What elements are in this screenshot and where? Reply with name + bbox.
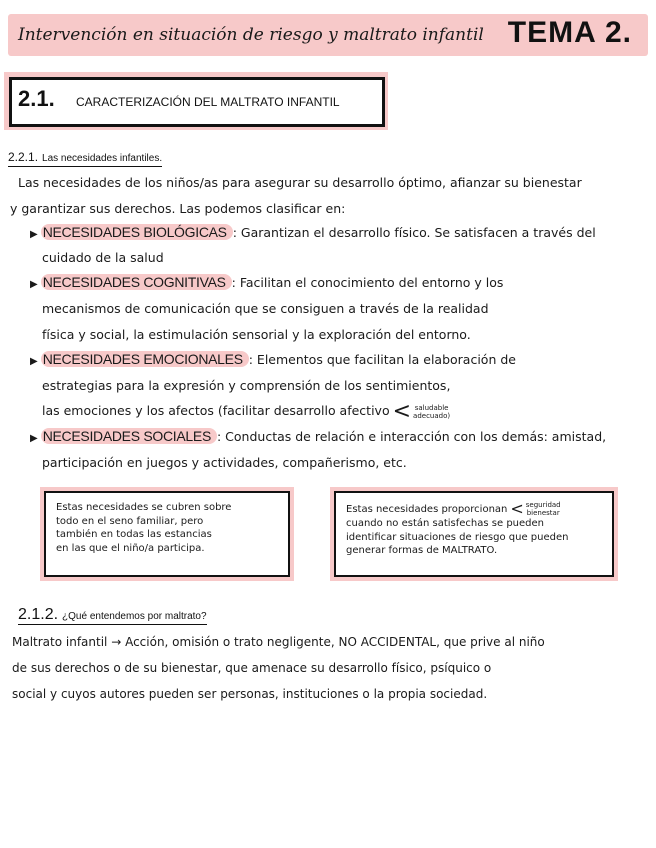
- subsection-number: 2.2.1.: [8, 150, 39, 164]
- note-box-highlight: [40, 487, 294, 581]
- note-box-risk: [334, 491, 614, 577]
- note-box-family: [44, 491, 290, 577]
- need-description-line: cuidado de la salud: [42, 250, 164, 265]
- need-item-emocionales: [30, 347, 516, 375]
- section-title: CARACTERIZACIÓN DEL MALTRATO INFANTIL: [76, 95, 340, 109]
- need-description: : Conductas de relación e interacción con los demás: amistad,: [216, 429, 607, 444]
- subsection-heading-maltrato: [18, 606, 207, 624]
- tema-label: TEMA 2.: [507, 16, 632, 49]
- brace-symbol: <: [392, 398, 412, 424]
- definition-line: Maltrato infantil → Acción, omisión o trato negligente, NO ACCIDENTAL, que prive al niño: [12, 635, 545, 649]
- subject-title: Intervención en situación de riesgo y maltrato infantil: [18, 25, 484, 45]
- need-description-line: estrategias para la expresión y comprensión de los sentimientos,: [42, 378, 451, 393]
- bullet-triangle-icon: ▶: [30, 433, 38, 444]
- intro-line: y garantizar sus derechos. Las podemos clasificar en:: [10, 201, 346, 216]
- note-box-highlight: [330, 487, 618, 581]
- brace-options: [413, 404, 450, 420]
- note-line: identificar situaciones de riesgo que pueden: [346, 531, 569, 543]
- need-item-cognitivas: [30, 270, 503, 298]
- section-number: 2.1.: [18, 86, 55, 111]
- brace-option-bottom: bienestar: [526, 509, 560, 517]
- subsection-title: Las necesidades infantiles.: [42, 153, 163, 164]
- need-description-line: participación en juegos y actividades, compañerismo, etc.: [42, 455, 407, 470]
- need-description-line: [42, 398, 450, 424]
- bullet-triangle-icon: ▶: [30, 229, 38, 240]
- need-description: : Elementos que facilitan la elaboración de: [248, 352, 516, 367]
- definition-line: social y cuyos autores pueden ser personas, instituciones o la propia sociedad.: [12, 687, 488, 701]
- subsection-title: ¿Qué entendemos por maltrato?: [62, 611, 207, 622]
- need-description-text: las emociones y los afectos (facilitar desarrollo afectivo: [42, 403, 390, 418]
- brace-option-bottom: adecuado): [413, 411, 451, 420]
- bullet-triangle-icon: ▶: [30, 279, 38, 290]
- need-item-biologicas: [30, 220, 596, 248]
- note-line: también en todas las estancias: [56, 529, 212, 540]
- need-name: NECESIDADES BIOLÓGICAS: [41, 224, 233, 240]
- note-line: Estas necesidades se cubren sobre: [56, 502, 232, 513]
- need-name: NECESIDADES EMOCIONALES: [41, 351, 249, 367]
- note-line-text: Estas necesidades proporcionan: [346, 504, 508, 515]
- need-description: : Facilitan el conocimiento del entorno y los: [231, 275, 504, 290]
- note-line: todo en el seno familiar, pero: [56, 515, 204, 527]
- need-description-line: mecanismos de comunicación que se consiguen a través de la realidad: [42, 301, 489, 316]
- note-line: en las que el niño/a participa.: [56, 542, 205, 554]
- brace-option-top: seguridad: [525, 501, 561, 509]
- need-item-sociales: [30, 424, 606, 452]
- subsection-heading-needs: [8, 150, 162, 164]
- need-name: NECESIDADES COGNITIVAS: [41, 274, 232, 290]
- brace-symbol: <: [510, 499, 524, 519]
- note-line: [346, 501, 602, 517]
- subsection-number: 2.1.2.: [18, 606, 59, 623]
- note-line: cuando no están satisfechas se pueden: [346, 518, 544, 529]
- brace-option-top: saludable: [414, 403, 449, 412]
- definition-line: de sus derechos o de su bienestar, que amenace su desarrollo físico, psíquico o: [12, 661, 492, 675]
- intro-line: Las necesidades de los niños/as para asegurar su desarrollo óptimo, afianzar su bienestar: [18, 175, 582, 190]
- need-description-line: física y social, la estimulación sensorial y la exploración del entorno.: [42, 327, 471, 342]
- need-description: : Garantizan el desarrollo físico. Se satisfacen a través del: [232, 225, 596, 240]
- bullet-triangle-icon: ▶: [30, 356, 38, 367]
- note-line: generar formas de MALTRATO.: [346, 545, 498, 556]
- brace-options: [526, 501, 561, 517]
- need-name: NECESIDADES SOCIALES: [41, 428, 217, 444]
